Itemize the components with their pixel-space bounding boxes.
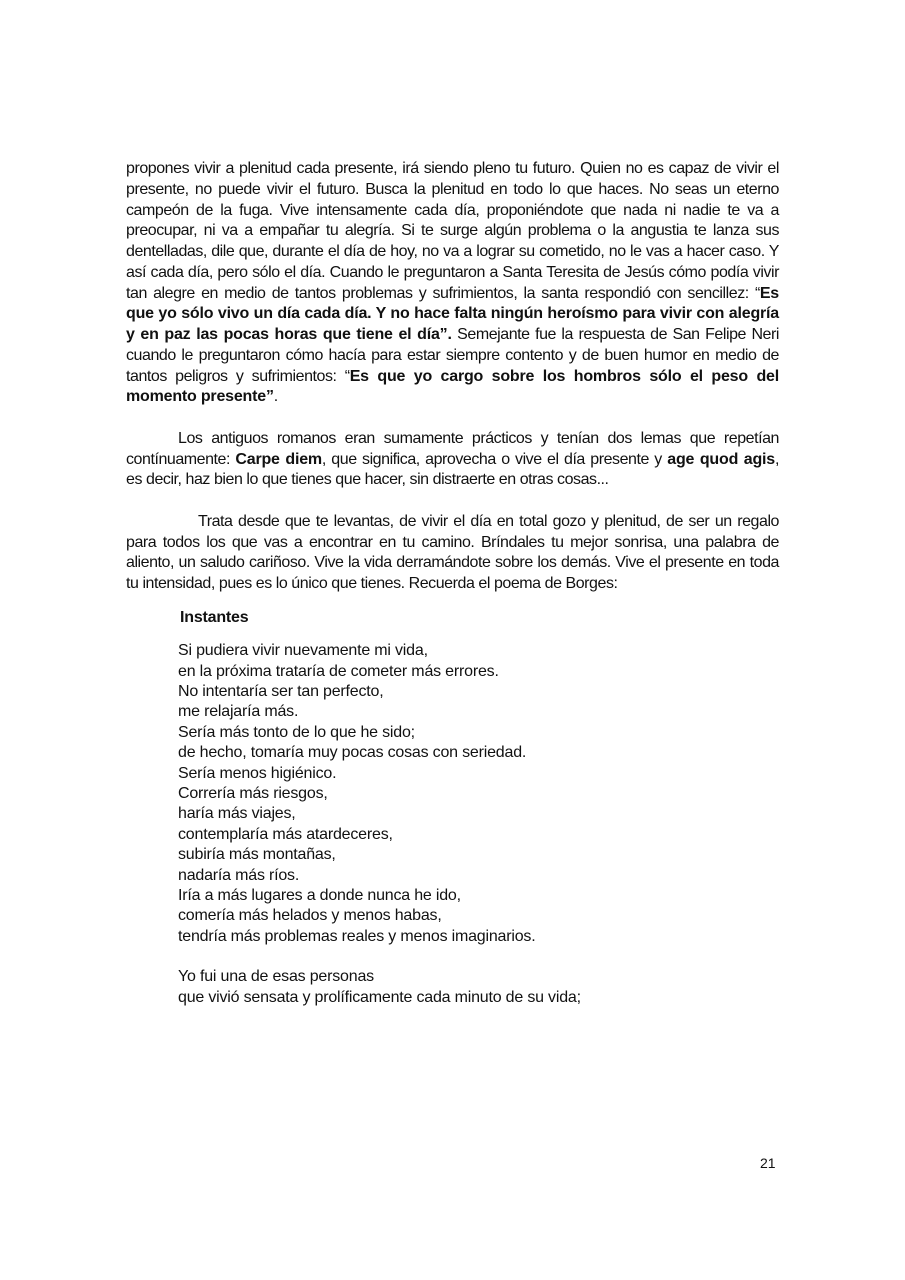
text-run: propones vivir a plenitud cada presente, irá siendo pleno tu futuro. Quien no es capaz de vivir el presente, no puede vivir el futuro. Busca la plenitud en todo lo que haces. No seas un eterno campeón de la fuga. Vive intensamente cada día, proponiéndote que nada ni nadie te va a preocupar, ni va a empañar tu alegría. Si te surge algún problema o la angustia te lanza sus dentelladas, dile que, durante el día de hoy, no va a lograr su cometido, no le vas a hacer caso. Y así cada día, pero sólo el día. Cuando le preguntaron a Santa Teresita de Jesús cómo podía vivir tan alegre en medio de tantos problemas y sufrimientos, la santa respondió con sencillez: “ (126, 160, 779, 302)
paragraph-3: Trata desde que te levantas, de vivir el día en total gozo y plenitud, de ser un regalo para todos los que vas a encontrar en tu camino. Bríndales tu mejor sonrisa, una palabra de aliento, un saludo cariñoso. Vive la vida derramándote sobre los demás. Vive el presente en toda tu intensidad, pues es lo único que tienes. Recuerda el poema de Borges: (126, 512, 779, 592)
poem-line: de hecho, tomaría muy pocas cosas con seriedad. (178, 744, 527, 762)
text-run: Los antiguos romanos eran sumamente prácticos y tenían dos lemas que repetían contínuamente: (126, 429, 779, 468)
poem-line: Sería menos higiénico. (178, 764, 337, 782)
page-body (126, 159, 779, 1008)
poem-line: Iría a más lugares a donde nunca he ido, (178, 887, 461, 905)
poem-line: subiría más montañas, (178, 846, 336, 864)
text-run: , que significa, aprovecha o vive el día presente y (321, 450, 668, 468)
poem-stanza-2 (178, 967, 779, 1008)
poem-title: Instantes (180, 608, 249, 626)
text-run: Semejante fue la respuesta de San Felipe Neri cuando le preguntaron cómo hacía para estar siempre contento y de buen humor en medio de tantos peligros y sufrimientos: “ (126, 326, 779, 385)
bold-quote: Es que yo sólo vivo un día cada día. Y no hace falta ningún heroísmo para vivir con alegría y en paz las pocas horas que tiene el día”. (126, 284, 779, 343)
text-run: . (273, 388, 278, 406)
poem-line: No intentaría ser tan perfecto, (178, 682, 384, 700)
bold-quote: Carpe diem (235, 450, 322, 468)
poem-line: Sería más tonto de lo que he sido; (178, 723, 415, 741)
poem-line: en la próxima trataría de cometer más errores. (178, 662, 499, 680)
paragraph-1 (126, 159, 779, 408)
poem-line: me relajaría más. (178, 703, 299, 721)
poem-line: que vivió sensata y prolíficamente cada minuto de su vida; (178, 988, 581, 1006)
poem-line: contemplaría más atardeceres, (178, 825, 393, 843)
page-number: 21 (760, 1155, 776, 1171)
bold-quote: Es que yo cargo sobre los hombros sólo el peso del momento presente” (126, 367, 779, 406)
poem-line: nadaría más ríos. (178, 866, 300, 884)
poem-line: comería más helados y menos habas, (178, 907, 442, 925)
poem-line: tendría más problemas reales y menos imaginarios. (178, 927, 536, 945)
text-run: , es decir, haz bien lo que tienes que hacer, sin distraerte en otras cosas... (126, 450, 779, 489)
poem-line: Yo fui una de esas personas (178, 968, 374, 986)
poem-line: haría más viajes, (178, 805, 296, 823)
bold-quote: age quod agis (667, 450, 775, 468)
poem-line: Si pudiera vivir nuevamente mi vida, (178, 642, 428, 660)
poem-stanza-1 (178, 641, 779, 947)
poem-line: Correría más riesgos, (178, 785, 328, 802)
paragraph-2 (126, 429, 779, 491)
poem (178, 608, 779, 1008)
